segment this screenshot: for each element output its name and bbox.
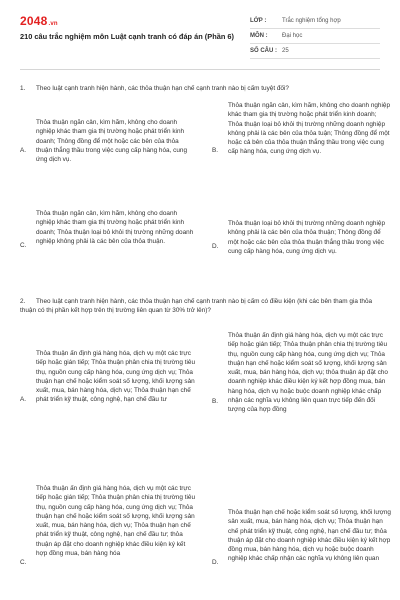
question-1-option-b[interactable]: B. Thỏa thuận ngăn cản, kìm hãm, không cho doanh nghiệp khác tham gia thị trường hoặc phát triển kinh doanh; Thỏa thuận loại bỏ khỏi thị trường những doanh nghiệp không phải là các bên của thỏa tuận; Thông đồng để một hoặc cả bên của thỏa thuận thắng thầu trong việc cung cấp hàng hóa, cung ứng dịch vụ. bbox=[212, 102, 391, 156]
question-1-option-c[interactable]: C. Thỏa thuận ngăn cản, kìm hãm, không cho doanh nghiệp khác tham gia thị trường hoặc phát triển kinh doanh; Thỏa thuận loại bỏ khỏi thị trường những doanh nghiệp không phải là các bên của thỏa thuận. bbox=[20, 210, 194, 249]
meta-row-class bbox=[250, 14, 380, 29]
page-header bbox=[0, 0, 400, 64]
meta-info bbox=[250, 14, 380, 59]
meta-key: MÔN : bbox=[250, 33, 268, 39]
page-title: 210 câu trắc nghiệm môn Luật cạnh tranh có đáp án (Phần 6) bbox=[20, 32, 234, 41]
meta-value: Trắc nghiệm tổng hợp bbox=[282, 18, 341, 24]
question-2-option-c[interactable]: C. Thỏa thuận ấn định giá hàng hóa, dịch vụ một các trực tiếp hoặc gián tiếp; Thỏa thuận phân chia thị trường tiêu thụ, nguồn cung cấp hàng hóa, cung ứng dịch vụ; Thỏa thuận hạn chế hoặc kiểm soát số lượng, khối lượng sản xuất, mua, bán hàng hóa, dịch vụ; Thỏa thuận hạn chế phát triển kỹ thuật, công nghệ, hạn chế đầu tư; thỏa thuận áp đặt cho doanh nghiệp khác điều kiện ký kết hợp đồng mua, bán hàng hóa bbox=[20, 485, 195, 566]
question-2-option-d[interactable]: D. Thỏa thuận hạn chế hoặc kiểm soát số lượng, khối lượng sản xuất, mua, bán hàng hóa, dịch vụ; Thỏa thuận hạn chế phát triển kỹ thuật, công nghệ, hạn chế đầu tư; thỏa thuận áp đặt cho doanh nghiệp khác điều kiện ký kết hợp đồng mua, bán hàng hóa, dịch vụ hoặc buộc doanh nghiệp khác chấp nhận các nghĩa vụ không liên quan bbox=[212, 509, 391, 566]
question-1-text: 1. Theo luật cạnh tranh hiện hành, các thỏa thuận hạn chế cạnh tranh nào bị cấm tuyệt đối? bbox=[20, 85, 289, 92]
question-1-option-d[interactable]: D. Thỏa thuận loại bỏ khỏi thị trường những doanh nghiệp không phải là các bên của thỏa thuận; Thông đồng để một hoặc các bên của thỏa thuận thắng thầu trong việc cung cấp hàng hóa, cung ứng dịch vụ. bbox=[212, 220, 386, 255]
meta-key: SỐ CÂU : bbox=[250, 48, 277, 54]
header-divider bbox=[20, 69, 380, 70]
meta-key: LỚP : bbox=[250, 18, 267, 24]
meta-value: Đại học bbox=[282, 33, 303, 39]
question-2-option-a[interactable]: A. Thỏa thuận ấn định giá hàng hóa, dịch vụ một các trực tiếp hoặc gián tiếp; Thỏa thuận phân chia thị trường tiêu thụ, nguồn cung cấp hàng hóa, cung ứng dịch vụ; Thỏa thuận hạn chế hoặc kiểm soát số lượng, khối lượng sản xuất, mua, bán hàng hóa, dịch vụ; Thỏa thuận hạn chế phát triển kỹ thuật, công nghệ, hạn chế đầu tư bbox=[20, 350, 195, 404]
site-logo[interactable]: 2048.vn bbox=[20, 14, 58, 28]
question-2-text: 2. Theo luật cạnh tranh hiện hành, các thỏa thuận hạn chế cạnh tranh nào bị cấm có điều kiện (khi các bên tham gia thỏa thuận có thị phần kết hợp trên thị trường liên quan từ 30% trở lên)? bbox=[20, 298, 373, 314]
question-2-option-b[interactable]: B. Thỏa thuận ấn định giá hàng hóa, dịch vụ một các trực tiếp hoặc gián tiếp; Thỏa thuận phân chia thị trường tiêu thụ, nguồn cung cấp hàng hóa, cung ứng dịch vụ; Thỏa thuận hạn chế hoặc kiểm soát số lượng, khối lượng sản xuất, mua, bán hàng hóa, dịch vụ; thỏa thuận áp đặt cho doanh nghiệp khác điều kiện ký kết hợp đồng mua, bán hàng hóa, dịch vụ hoặc buộc doanh nghiệp khác chấp nhận các nghĩa vụ không liên quan trực tiếp đến đối tượng của hợp đồng bbox=[212, 332, 388, 414]
meta-value: 25 bbox=[282, 48, 289, 54]
question-1-option-a[interactable]: A. Thỏa thuận ngăn cản, kìm hãm, không cho doanh nghiệp khác tham gia thị trường hoặc phát triển kinh doanh; Thông đồng để một hoặc các bên của thỏa thuận thắng thầu trong việc cung cấp hàng hóa, cung ứng dịch vụ. bbox=[20, 119, 188, 164]
meta-row-subject bbox=[250, 29, 380, 44]
meta-row-count bbox=[250, 44, 380, 59]
